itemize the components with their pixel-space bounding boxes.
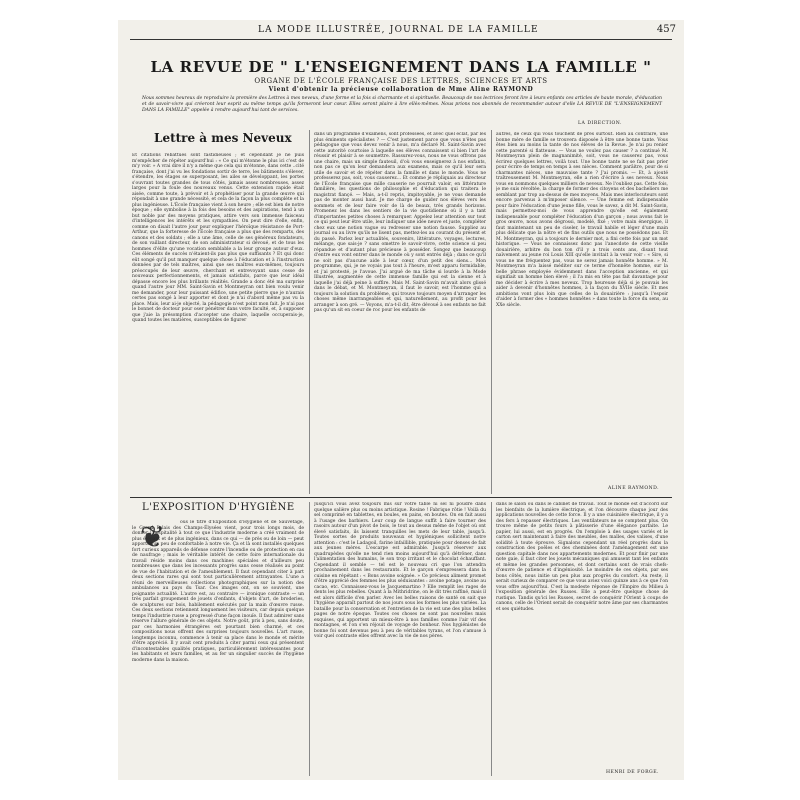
- page-number: 457: [656, 24, 676, 35]
- article1-column-1: Et citations rebattues sont fastidieuses ; et cependant je ne puis m'empêcher de répéter aujourd'hui : « Ce qui m'étonne le plus ici c'est de m'y voir. » A vrai dire il n'y a même que cela qui m'étonne, dans cette ..cité française, dont j'ai vu les fondations sortir de terre, les bâtiments s'élever, s'étendre, les étages se superposant, les ailes se développant, les portes s'ouvrant toutes grandes de tous côtés, jamais assez nombreuses, assez larges pour la foule des nouveaux venus. Cette extension rapide était aisée, comme toute, à prévoir et à prophétiser pour la grande œuvre qui répondait à une grande nécessité, et cela de la façon la plus complète et la plus ingénieuse. L'École française vient à son heure ; elle est bien de notre époque ; elle symbolise à la fois des besoins et des aspirations, tend à un but noble par des moyens pratiques, attire vers son immense faisceau d'intelligences les intérêts et les sympathies. On peut dire d'elle, enfin, comme on disait l'autre jour pour expliquer l'héroïque résistance de Port-Arthur, que la forteresse de l'École française a plus que des remparts, des canons et des soldats ; elle a une âme, celle de ses généreux fondateurs, de son vaillant directeur, de son administrateur si dévoué, et de tous les hommes d'élite qu'une vocation semblable a la leur groupe autour d'eux. Ces éléments de succès n'étaient-ils pas plus que suffisants ? Et qui donc eût songé qu'il put manquer quelque chose à l'éducation et à l'instruction données par de tels maîtres, ainsi que ses maîtres eux-mêmes, toujours préoccupés de leur œuvre, cherchant et entrevoyant sans cesse de nouveaux perfectionnements, et jamais satisfaits, parce que leur idéal dépasse encore les plus brillants réalités. Grande a donc été ma surprise quand l'autre jour MM. Saint-Savin et Montmeyran ont bien voulu venir me demander, pour leur puissant édifice, une petite pierre que je n'aurais certes pas songé à leur apporter et dont je n'ai d'abord même pas vu la place. Mais, leur ai-je objecté, la pédagogie n'est point mon fait. Je n'ai pas le bonnet de docteur pour oser pénétrer dans votre faculté, et, à supposer que j'aie la présomption d'accepter une chaire, laquelle occuperais-je, quand toutes les matières, susceptibles de figurer: [132, 153, 304, 323]
- section-title: Lettre à mes Neveux: [154, 131, 292, 145]
- article2-title: L'EXPOSITION D'HYGIÈNE: [142, 502, 295, 513]
- intro-signature: LA DIRECTION.: [578, 121, 622, 126]
- article-title: LA REVUE DE " L'ENSEIGNEMENT DANS LA FAMILLE ": [150, 58, 652, 76]
- article-subtitle: ORGANE DE L'ÉCOLE FRANÇAISE DES LETTRES, SCIENCES ET ARTS: [254, 77, 548, 85]
- running-title: LA MODE ILLUSTRÉE, JOURNAL DE LA FAMILLE: [258, 25, 539, 35]
- article2-column-2: Jusqu'ici vous avez toujours mis sur votre table ni sel ni poudre dans quelque salière plus ou moins artistique. Rosine ! Fabrique rôtie ! Voilà du sel comprimé en tablettes, en boules, en pains, en boutes. On en fait aussi à l'usage des barbiers. Leur coup de langue suffit à faire tourner des rasoirs autour d'un pivot de bois, le tout au dessus même de l'objet où ont élevé satisfaits, ils laissent tranquilles les mets de leur table, jusqu'à. Toutes sortes de produits nouveaux et hygiéniques sollicitent notre attention : c'est le Ladagoil, farine infaillible, pratiquée pour denses de fait aux jeunes mères. L'escarpe est admirable. Jusqu'à réserver aux quadrupèdes qu'elle ne tend rien moins aujourd'hui qu'à détrôner, dans l'alimentation des humains, le son trop irritant et le chocolat échauffant. Cependant il semble — tel est le nouveau cri que l'on attendra prochainement dans les restaurants. Et le garçon s'empressera dans la cuisine en répétant : « Bons avoine soignée. » Ce précieux aliment promet d'être apprécié des femmes les plus séduisantes : avoine potage, avoine au cacao, etc. Connaissez-vous le Jacquemartino ? Elle remplit les rages de dents les plus rebelles. Quant à la Mithridrine, on le dit très raffiné, mais il est alors difficile d'en parler. Avec les belles raisons de santé on sait que l'hygiène apparaît partout de nos jours sous les formes les plus variées. La bataille pour la conservation et l'entretien de la vie est une des plus belles pages de notre époque. Toutes ces choses ne sont pas nouvelles mais exquises, qui apportent un mieux-être à nos familles comme l'air vif des montagnes, et l'on s'en réjouit de voyage de bonheur. Nos hygiénistes de bonne foi sont devenus peu à peu de véritables tyrans, et l'on s'amuse à voir quel contraste elles offrent avec la vie de nos pères.: [314, 502, 486, 639]
- column-rule: [491, 502, 492, 776]
- decorative-initial-icon: ❦: [140, 520, 166, 555]
- article-subtitle-collab: Vient d'obtenir la précieuse collaboration de Mme Aline RAYMOND: [268, 86, 534, 93]
- article1-signature: ALINE RAYMOND.: [608, 486, 660, 491]
- column-rule: [309, 502, 310, 776]
- column-rule: [491, 130, 492, 494]
- header-rule: [130, 39, 672, 40]
- article2-column-1: ous le titre d'Exposition d'Hygiène et de Sauvetage, le Grand Palais des Champs-Élysées vient, pour trois longs mois, de donner l'hospitalité à tout ce que l'industrie moderne a créé vraiment de plus élégant et de plus ingénieux, dans ce qui — de près ou de loin — peut apporter un peu de confortable à notre vie. Ça et là sont installés quelques fort curieux appareils de défense contre l'incendie ou de protection en cas de naufrage ; mais le véritable intérêt de cette foire internationale du travail réside moins dans ces machines spéciales et d'ailleurs peu nombreuses que dans les incessants progrès sans cesse réalisés au point de vue de l'habitation et de l'ameublement. Il faut cependant citer à part deux sections rares qui sont tout particulièrement attrayantes. L'une a réuni de merveilleuses collections photographiques sur la notion des ambulances au pays du Tsar. Ces images ont, on se souvient, une poignante actualité. L'autre est, au contraire — ironique contraste — un très parfait groupement de jouets d'enfants, d'objets d'art, de broderies, de sculptures sur bois, habilement exécutés par la main d'œuvre russe. Ces deux sections retiennent longuement les visiteurs, car depuis quelque temps l'industrie russe a progressé d'une façon inouïe. Il faut admirer sans réserve l'allure générale de ces objets. Notre goût, pris à peu, sans doute, par ces harmonies étrangères est pourtant bien charmé, et ces compositions nous offrent des surprises toujours nouvelles. L'art russe, longtemps inconnu, commence à tenir sa place dans le monde et mérite d'être apprécié. Il y avait cent produits à citer parmi ceux qui présentent d'incontestables qualités pratiques, particulièrement intéressantes pour les habitants et leurs familles, et au fer un singulier succès de l'hygiène moderne dans la maison.: [132, 520, 304, 663]
- article1-column-2: dans un programme d'examens, sont professées, et avec quel éclat, par les plus éminents spécialistes ? — C'est justement parce que vous n'êtes pas pédagogue que vous devez venir à nous, m'a déclaré M. Saint-Savin avec cette autorité courtoise à laquelle ses élèves connaissent si bien l'art de réussir et plaisir à se soumettre. Rassurez-vous, nous ne vous offrons pas une chaire, mais un simple fauteuil, d'où vous enseignerez à nos enfants, non pas ce qu'on leur demandera aux examens, mais ce qu'il leur sera utile de savoir et de répéter dans la famille et dans le monde. Vous ne professerez pas, soit, vous causerez... Et comme je répliquais au directeur de l'École française que mille causerie ne pourrait valoir, en littérature familière, les questions de philosophie et d'éducation qui traitera le magistrat fiançé. — Mais, a-t-il repris, impitoyable, je ne vous demande pas de monter aussi haut. Je me charge de guider nos élèves vers les sommets et de leur faire voir de là de beaux, très grands horizons. Promenez les dans les sentiers de la vie quotidienne où il y a tant d'importantes petites choses à remarquer. Appelez leur attention sur tout ce qui peut leur être utile, leur indiquer une idée neuve et juste, compléter chez eux une notion vague ou redresser une notion fausse. Suppliez au journal ou au livre qu'ils ne lisent pas, mettez-les au courant du présent et du passé. Parlez leur actualités, souvenirs, littérature, voyages, lectures, mélange, que sais-je ? sans omettre le savoir-vivre, cette science si peu répandue et d'autant plus précieuse à posséder. Songez que beaucoup d'entre eux vont entrer dans le monde où y sont entrés déjà ; dans ce qu'il ne soit pas d'aucune aide à leur cœur, d'un petit des siens... Mon programme, qui, je ne voyais pas tout à l'heure, m'est apparu formidable, et j'ai protesté, je l'avoue. J'ai argué de ma tâche si lourde à la Mode Illustrée, augmentée de cette immense famille qui est la sienne et à laquelle j'ai déjà peine à suffire. Mais M. Saint-Savin m'avait alors glissé dans le débat, et M. Montmeyran, il faut le savoir, est l'homme qui a toujours la solution du problème, qui trouve toujours moyen d'arranger les choses même inarrangeables et qui, naturellement, au profit pour les arranger à son gré. — Voyons, m'a-t-il dit, être dévoué à ses enfants ne fait pas qu'un sit en coeur de roc pour les enfants de: [314, 132, 486, 313]
- article1-column-3: autres, de ceux qui vous touchent de près surtout. Rien au contraire, une bonne mère de famille se trouvera disposée à être une bonne tante. Vous êtes bien au moins la tante de nos élèves de la Revue. Je n'ai pu renier cette parenté si flatteuse. — Vous ne voulez pas causer ? a continué M. Montmeyran plein de magnanimité, soit, vous ne causerez pas, vous écrirez quelques lettres, voilà tout. Une bonne tante ne se fait pas prier pour écrire de temps en temps à ses nièces. Comment parâitre, pour de si charmantes nièces, une mauvaise tante ? J'ai promis. — Et, à ajouté traîtreusement M. Montmeyran, elle a rien d'écrire à ses neveux. Nous vous en nommons quelques milliers de neveux. Ne l'oubliez pas. Cette fois, je me suis révoltée, la charge de former des citoyens et des bacheliers me semblant par trop au-dessus de mes moyens. Mais mes interlocuteurs sont encore parvenus à m'imposer silence. — Une femme est indispensable pour faire l'éducation d'une jeune fille, vous le savez, a dit M. Saint-Savin, mais permettez-moi de vous apprendre qu'elle est également indispensable pour compléter l'éducation d'un garçon ; nous avons fait le gros œuvre, nous avons dégrossi, modelé, fixé ; votre main énergique, il faut maintenant un peu de ciseler, le travail habile et léger d'une main plus délicate que la nôtre et de fins outils que nous ne possédons pas. Et M. Montmeyran, qui a toujours le dernier mot, a fini cette fois par un mot historique. — Vous ne connaissez donc pas l'anecdote de cette vieille douairière, arbitre du bon ton d'il y a trois cents ans, disant tout naïvement au jeune roi Louis XIII qu'elle invitait à la venir voir : « Sire, si vous ne me fréquentez pas, vous ne serez jamais honnête homme. » M. Montmeyran m'a laissé méditer sur ce terme d'honnête homme, sur la belle phrase employée évidemment dans l'acception ancienne, et qui signifiait un homme bien élevé ; il l'a mis en tête pas fait davantage pour me décider à écrire à mes neveux. Trop heureuse déjà si je pouvais les aider à devenir d'honnêtes hommes, à la façon du XVIIe siècle. Et mes ambitions vont plus loin que celles de la douairière : jusqu'à l'espoir d'aider à former des « hommes honnêtes » dans toute la force du sens, au XXe siècle.: [496, 132, 668, 308]
- article2-signature: HENRI DE FORGE.: [606, 770, 660, 775]
- column-rule: [309, 130, 310, 494]
- article-intro: Nous sommes heureux de reproduire la première des Lettres à mes neveux, d'une forme et la fois si charmante et si spirituelle. Beaucoup de nos lectrices feront lire à leurs enfants ces articles de haute morale, d'éducation et de savoir-vivre qui créeront leur esprit au même temps qu'ils formeront leur cœur. Elles seront plaire à lire ellès-mêmes. Nous prions nos abonnés de recommander autour d'elle LA REVUE DE "L'ENSEIGNEMENT DANS LA FAMILLE" appelée à rendre aujourd'hui tant de services.: [142, 96, 662, 113]
- running-header: [118, 20, 684, 38]
- article2-column-3: dans le salon ou dans le cabinet de travail. Tout le monde est d'accord sur les bienfaits de la lumière électrique, et l'on découvre chaque jour des applications nouvelles de cette force. Il y a une cuisinière électrique, il y a des fers à repasser électriques. Les ventilateurs ne se comptent plus. On trouve même de petits fours à pâtisserie d'une élégance parfaite. Le papier, lui aussi, est en progrès. On l'emploie à des usages variés et le carton sert maintenant à faire des meubles, des malles, des valises, d'une solidité à toute épreuve. Signalons cependant un réel progrès dans la construction des poêles et des cheminées dont l'aménagement est une question capitale dans nos appartements modernes. Et pour finir par une note gaie, il faut citer les jouets mécaniques qui amusent tant les enfants et même les grandes personnes, et dont certains sont de vrais chefs-d'œuvre de patience et d'ingéniosité. Le moindre de ces objets, par ses bons côtés, nous initie un peu plus aux progrès du confort. Au reste, il serait curieux de comparer ce que vous aviez voici quinze ans à ce que l'on vous offre aujourd'hui. C'est la modeste réponse de l'Empire du Milieu à l'exposition générale des Russes. Elle a peut-être quelque chose de rustique. Tandis qu'ici les Russes, secret de conquérir l'Orient à coups de canons, celle de l'Orient serait de conquérir notre âme par ses charmantes et ses quiétudes.: [496, 502, 668, 612]
- newspaper-page: [118, 20, 684, 780]
- section-rule: [130, 497, 672, 498]
